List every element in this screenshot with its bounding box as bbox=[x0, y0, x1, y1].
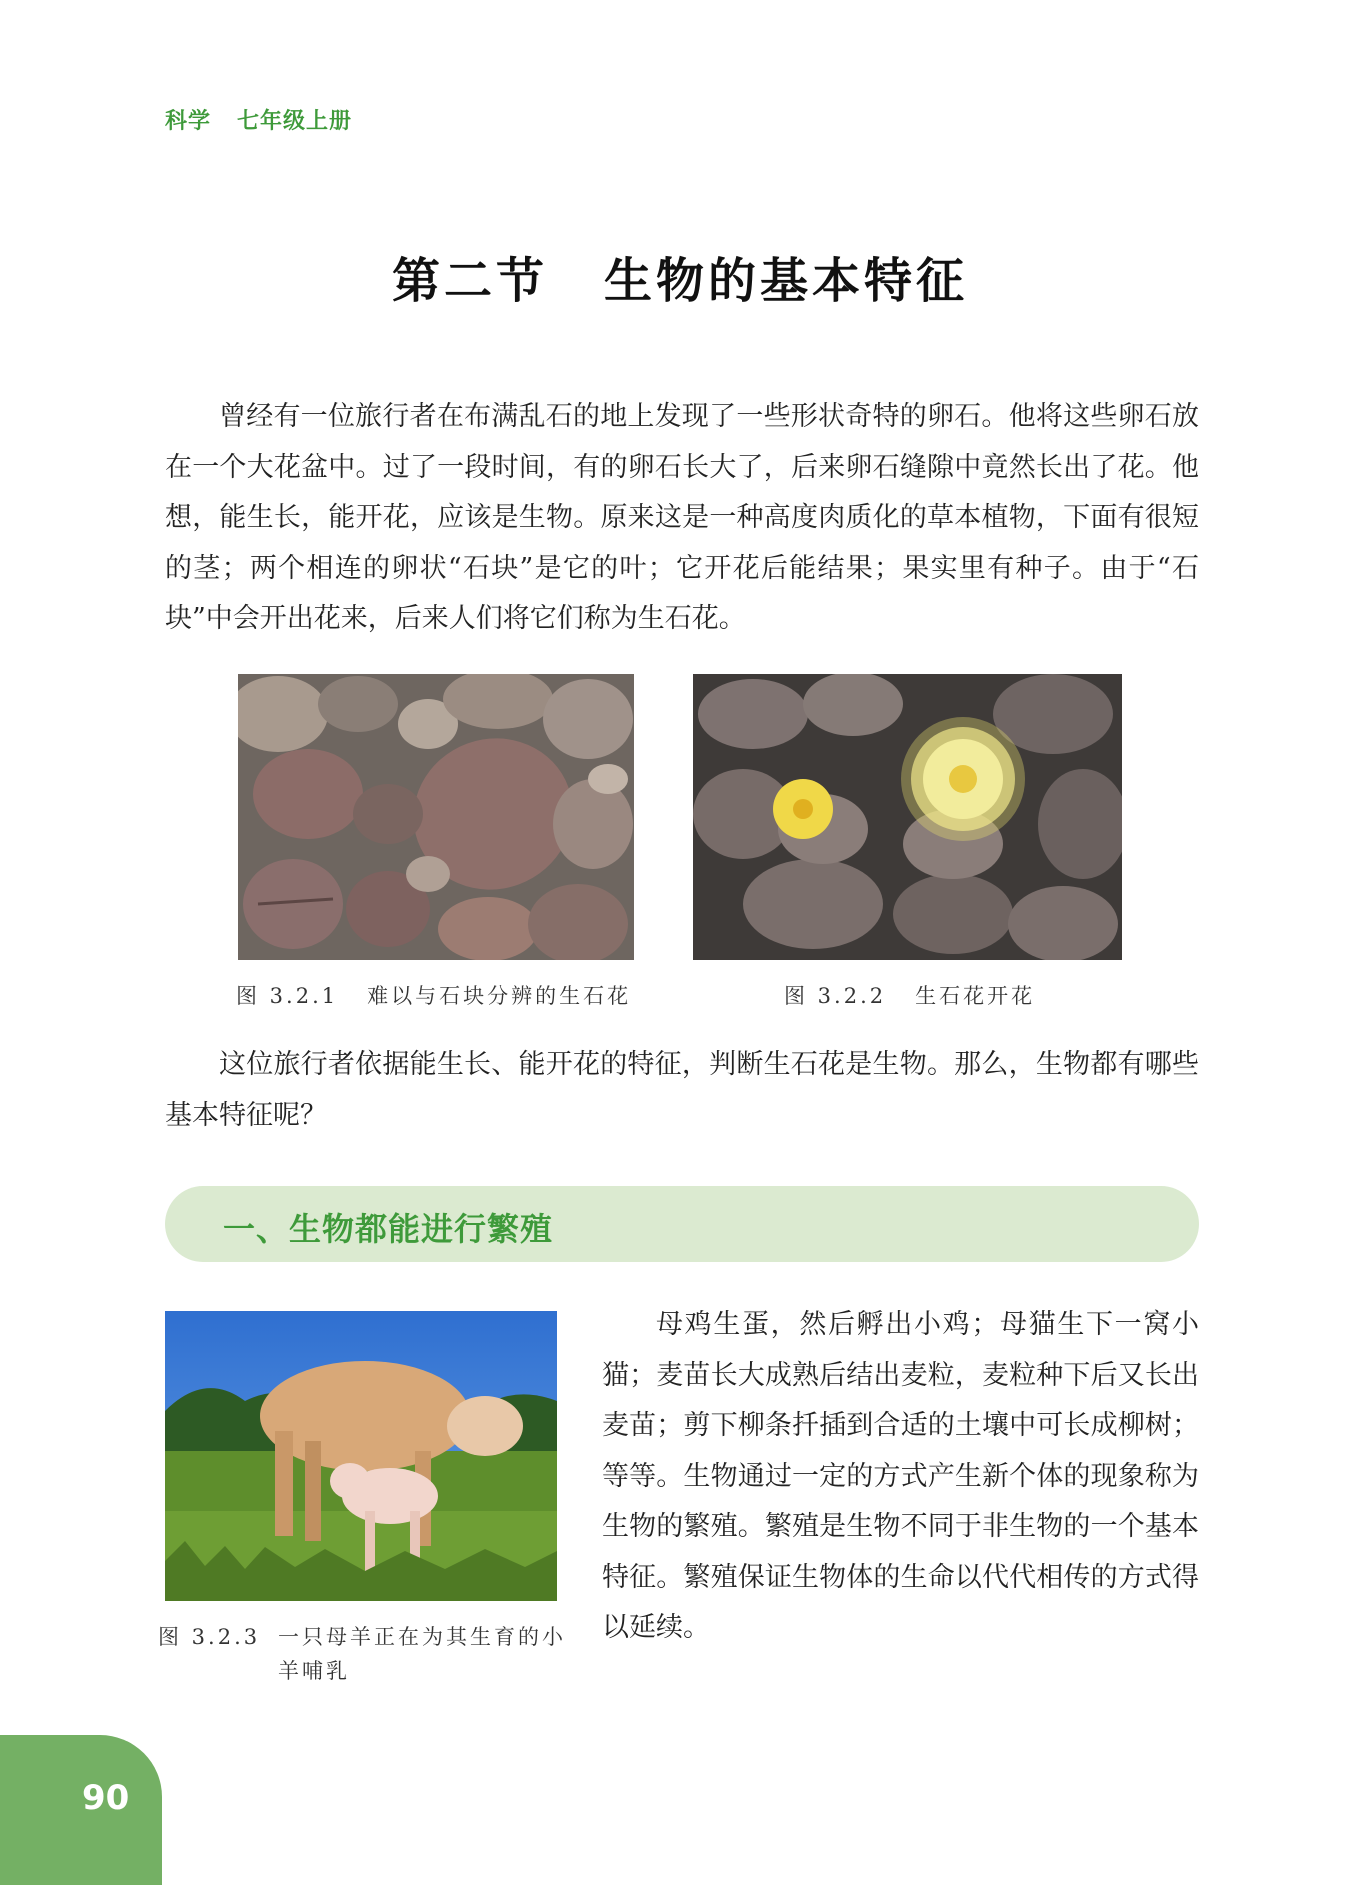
running-header bbox=[165, 104, 378, 135]
page-number: 90 bbox=[82, 1778, 130, 1818]
title-text: 生物的基本特征 bbox=[604, 253, 969, 309]
figure-number: 图 3.2.1 bbox=[236, 984, 339, 1008]
figure-lithops-among-stones bbox=[238, 674, 634, 960]
title-section-number: 第二节 bbox=[391, 253, 548, 309]
question-paragraph: 这位旅行者依据能生长、能开花的特征，判断生石花是生物。那么，生物都有哪些基本特征呢？ bbox=[165, 1049, 1199, 1131]
header-subject: 科学 bbox=[165, 109, 212, 134]
page-number-tab bbox=[0, 1735, 162, 1885]
page-title bbox=[0, 242, 1360, 311]
reproduction-paragraph: 母鸡生蛋，然后孵出小鸡；母猫生下一窝小猫；麦苗长大成熟后结出麦粒，麦粒种下后又长出麦苗；剪下柳条扦插到合适的土壤中可长成柳树；等等。生物通过一定的方式产生新个体的现象称为生物的繁殖。繁殖是生物不同于非生物的一个基本特征。繁殖保证生物体的生命以代代相传的方式得以延续。 bbox=[602, 1309, 1199, 1643]
figure-number: 图 3.2.2 bbox=[784, 984, 887, 1008]
section-heading: 一、生物都能进行繁殖 bbox=[223, 1210, 554, 1248]
figure-caption bbox=[236, 980, 631, 1010]
figure-caption-text: 一只母羊正在为其生育的小羊哺乳 bbox=[278, 1625, 566, 1683]
figure-number: 图 3.2.3 bbox=[158, 1625, 261, 1649]
figure-lithops-flowering bbox=[693, 674, 1122, 960]
intro-paragraph: 曾经有一位旅行者在布满乱石的地上发现了一些形状奇特的卵石。他将这些卵石放在一个大花盆中。过了一段时间，有的卵石长大了，后来卵石缝隙中竟然长出了花。他想，能生长，能开花，应该是生物。原来这是一种高度肉质化的草本植物，下面有很短的茎；两个相连的卵状“石块”是它的叶；它开花后能结果；果实里有种子。由于“石块”中会开出花来，后来人们将它们称为生石花。 bbox=[165, 401, 1199, 634]
figure-ewe-nursing-lamb bbox=[165, 1311, 557, 1601]
figure-caption bbox=[158, 1620, 568, 1688]
figure-caption-text: 难以与石块分辨的生石花 bbox=[367, 984, 632, 1008]
figure-caption bbox=[784, 980, 1035, 1010]
figure-caption-text: 生石花开花 bbox=[915, 984, 1036, 1008]
section-heading-band bbox=[165, 1186, 1199, 1262]
header-grade: 七年级上册 bbox=[237, 109, 353, 134]
